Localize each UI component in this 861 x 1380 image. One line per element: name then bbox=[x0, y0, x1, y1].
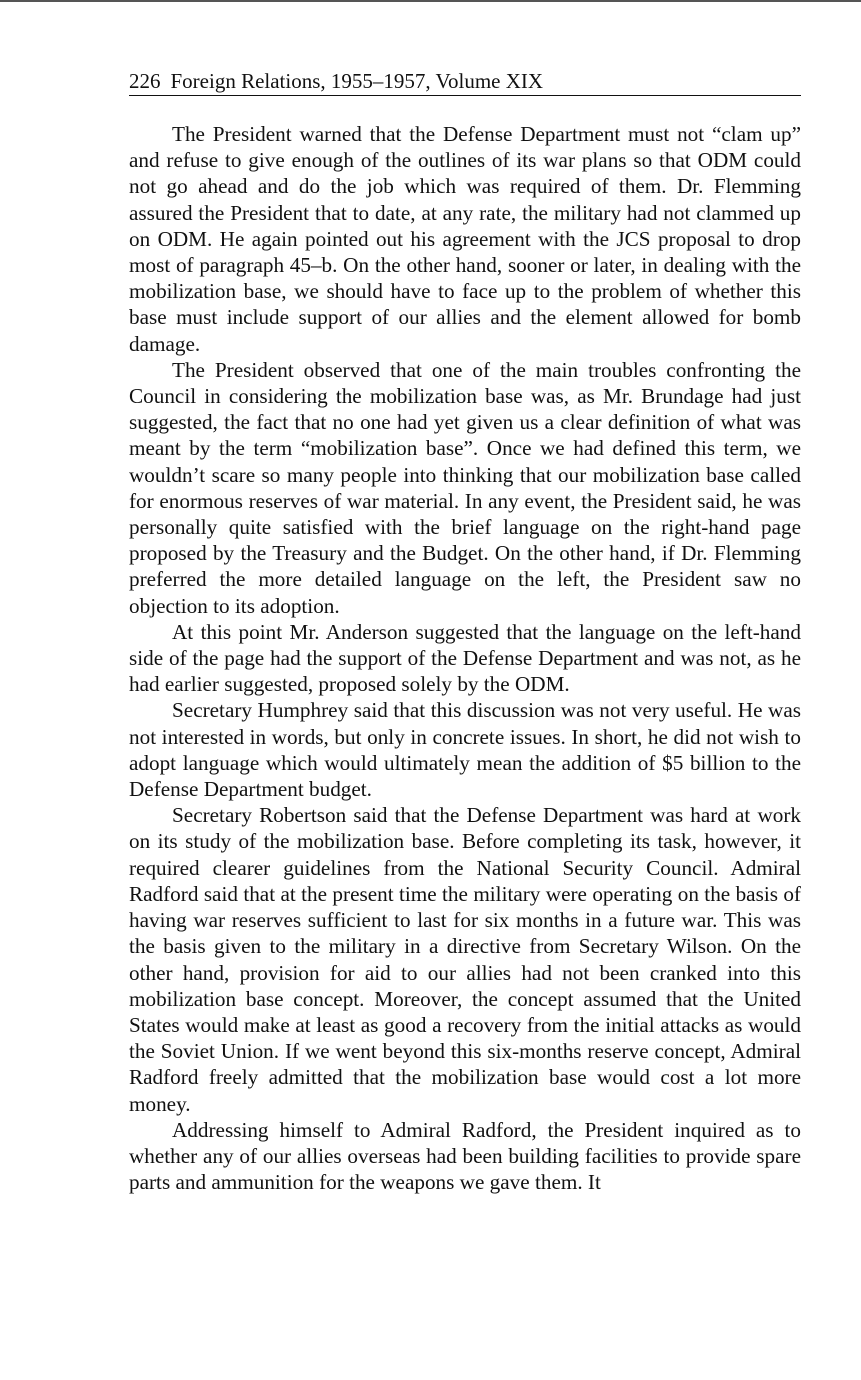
paragraph: Addressing himself to Admiral Radford, the President inquired as to whether any of our allies overseas had been building facilities to provide spare parts and ammunition for the weapons we gave them. It bbox=[129, 1117, 801, 1195]
page-top-edge bbox=[0, 0, 861, 2]
paragraph: At this point Mr. Anderson suggested that the language on the left-hand side of the page had the support of the Defense Department and was not, as he had earlier suggested, proposed solely by the ODM. bbox=[129, 619, 801, 697]
running-header bbox=[129, 68, 801, 96]
paragraph: Secretary Robertson said that the Defense Department was hard at work on its study of the mobilization base. Before completing its task, however, it required clearer guidelines from the National Security Council. Admiral Radford said that at the present time the military were operating on the basis of having war reserves sufficient to last for six months in a future war. This was the basis given to the military in a directive from Secretary Wilson. On the other hand, provision for aid to our allies had not been cranked into this mobilization base concept. Moreover, the concept assumed that the United States would make at least as good a recovery from the initial attacks as would the Soviet Union. If we went beyond this six-months reserve concept, Admiral Radford freely admitted that the mobilization base would cost a lot more money. bbox=[129, 803, 801, 1116]
paragraph: The President observed that one of the main troubles confronting the Council in considering the mobilization base was, as Mr. Brundage had just suggested, the fact that no one had yet given us a clear definition of what was meant by the term “mobilization base”. Once we had defined this term, we wouldn’t scare so many people into thinking that our mobilization base called for enormous reserves of war material. In any event, the President said, he was personally quite satisfied with the brief language on the right-hand page proposed by the Treasury and the Budget. On the other hand, if Dr. Flemming preferred the more detailed language on the left, the President saw no objection to its adoption. bbox=[129, 357, 801, 618]
paragraph: Secretary Humphrey said that this discussion was not very useful. He was not interested in words, but only in concrete issues. In short, he did not wish to adopt language which would ultimately mean the addition of $5 billion to the Defense Department budget. bbox=[129, 698, 801, 802]
body-text bbox=[129, 121, 801, 1195]
volume-title: Foreign Relations, 1955–1957, Volume XIX bbox=[170, 69, 544, 93]
paragraph: The President warned that the Defense Department must not “clam up” and refuse to give enough of the outlines of its war plans so that ODM could not go ahead and do the job which was required of them. Dr. Flemming assured the President that to date, at any rate, the military had not clammed up on ODM. He again pointed out his agreement with the JCS proposal to drop most of paragraph 45–b. On the other hand, sooner or later, in dealing with the mobilization base, we should have to face up to the problem of whether this base must include support of our allies and the element allowed for bomb damage. bbox=[129, 122, 801, 356]
page-number: 226 bbox=[129, 69, 161, 93]
